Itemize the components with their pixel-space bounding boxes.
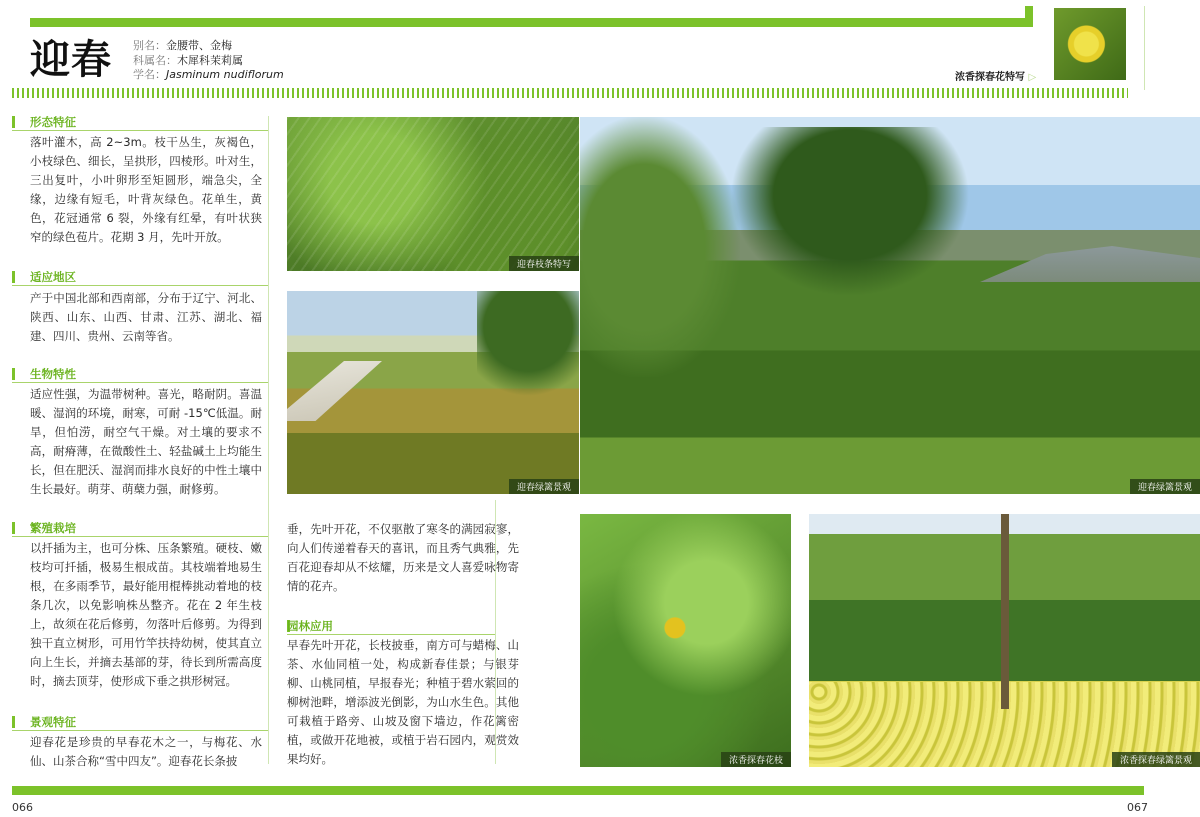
bottom-green-bar [12,786,1144,795]
section-title-propagation: 繁殖栽培 [30,521,76,535]
alias-value: 金腰带、金梅 [166,39,232,52]
section-title-morphology: 形态特征 [30,115,76,129]
top-green-bar [30,18,1033,27]
thumbnail-caption-text: 浓香探春花特写 [955,72,1025,83]
top-green-bar-corner [1025,6,1033,27]
striped-divider [12,88,1128,98]
photo-caption: 迎春枝条特写 [509,256,579,271]
section-title-biology: 生物特性 [30,367,76,381]
thumbnail-photo [1054,8,1126,80]
section-text-region: 产于中国北部和西南部，分布于辽宁、河北、陕西、山东、山西、甘肃、江苏、湖北、福建、四川、贵州、云南等省。 [30,291,262,343]
section-text-propagation: 以扦插为主，也可分株、压条繁殖。硬枝、嫩枝均可扦插，极易生根成苗。其枝端着地易生根，在多雨季节，最好能用棍棒挑动着地的枝条几次，以免影响株丛整齐。花在 2 年生枝上，故须在花后修剪，勿落叶后修剪。为得到独干直立树形，可用竹竿扶持幼树，使其直立向上生长，并摘去基部的芽，待长到所需高度时，摘去顶芽，使形成下垂之拱形树冠。 [30,541,262,688]
section-rule [12,730,268,731]
scientific-name-line [133,67,284,83]
column-divider [268,116,269,764]
family-value: 木犀科茉莉属 [177,54,243,67]
photo-caption: 浓香探春花枝 [721,752,791,767]
photo-caption: 迎春绿篱景观 [509,479,579,494]
section-marker [12,716,15,728]
divider-line [1144,6,1145,90]
photo-caption: 迎春绿篱景观 [1130,479,1200,494]
photo-hedge-path [287,291,579,494]
tree-shape [477,291,579,411]
family-label: 科属名： [133,54,177,67]
path-shape [287,361,382,421]
photo-branch-closeup [287,117,579,271]
photo-flower-branch [580,514,791,767]
sci-label: 学名： [133,68,166,81]
alias-line [133,38,232,54]
section-title-region: 适应地区 [30,270,76,284]
section-text-landscape-continued: 垂，先叶开花，不仅驱散了寒冬的满园寂寥，向人们传递着春天的喜讯，而且秀气典雅，先百花迎春却从不炫耀，历来是文人喜爱咏物寄情的花卉。 [287,522,519,593]
pine-tree-shape [730,127,970,297]
thumbnail-caption [955,68,1036,83]
section-rule [287,634,495,635]
section-rule [12,382,268,383]
section-title-landscape: 景观特征 [30,715,76,729]
section-marker [12,368,15,380]
page-number-left: 066 [12,801,33,814]
section-marker [12,116,15,128]
mountain-shape [980,242,1200,282]
sci-value: Jasminum nudiflorum [166,68,284,81]
section-rule [12,285,268,286]
section-rule [12,130,268,131]
section-text-landscape: 迎春花是珍贵的早春花木之一，与梅花、水仙、山茶合称“雪中四友”。迎春花长条披 [30,735,262,768]
willow-tree-shape [580,117,740,377]
page-number-right: 067 [1127,801,1148,814]
section-text-morphology: 落叶灌木，高 2~3m。枝干丛生，灰褐色，小枝绿色、细长，呈拱形，四棱形。叶对生，三出复叶，小叶卵形至矩圆形，端急尖，全缘，边缘有短毛，叶背灰绿色。花单生，黄色，花冠通常 6 裂，外缘有红晕，有叶状狭窄的绿色苞片。花期 3 月，先叶开放。 [30,135,262,244]
section-marker [12,271,15,283]
section-title-garden: 园林应用 [287,619,333,633]
section-text-biology: 适应性强，为温带树种。喜光，略耐阴。喜温暖、湿润的环境，耐寒，可耐 -15℃低温。耐旱，但怕涝，耐空气干燥。对土壤的要求不高，耐瘠薄，在微酸性土、轻盐碱土上均能生长，但在肥沃、湿润而排水良好的中性土壤中生长最好。萌芽、萌蘖力强，耐修剪。 [30,387,262,496]
section-marker [12,522,15,534]
arrow-icon: ▷ [1028,72,1037,83]
photo-caption: 浓香探春绿篱景观 [1112,752,1200,767]
section-rule [12,536,268,537]
page-title: 迎春 [30,37,112,83]
tree-trunk-shape [1001,514,1009,709]
section-text-garden: 早春先叶开花，长枝披垂，南方可与蜡梅、山茶、水仙同植一处，构成新春佳景；与银芽柳、山桃同植，早报春光；种植于碧水萦回的柳树池畔，增添波光倒影，为山水生色。其他可栽植于路旁、山坡及窗下墙边，作花篱密植，或做开花地被，或植于岩石园内，观赏效果均好。 [287,638,519,766]
photo-hedge-tulips [809,514,1200,767]
alias-label: 别名： [133,39,166,52]
photo-hedge-landscape [580,117,1200,494]
